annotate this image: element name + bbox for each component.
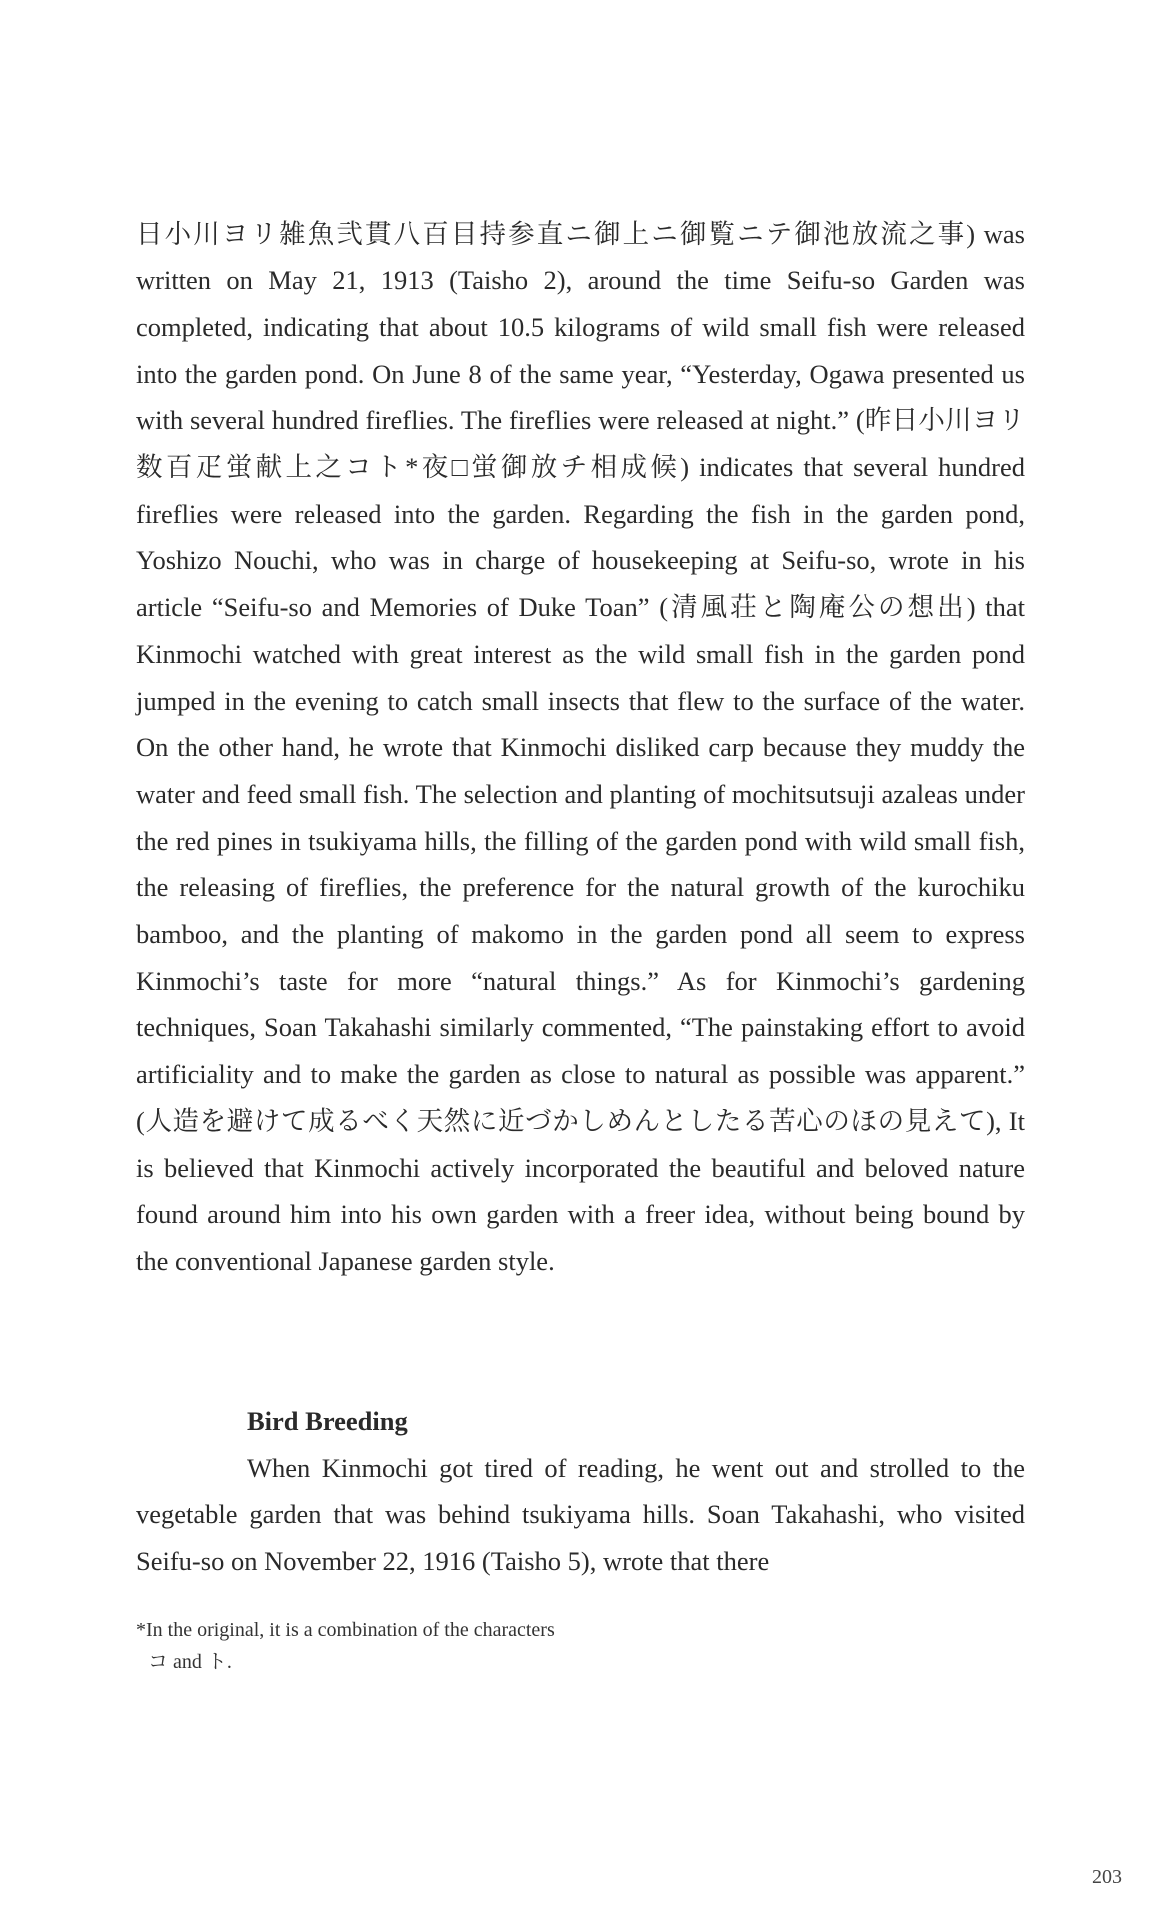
section-heading: Bird Breeding xyxy=(247,1406,408,1436)
page-number: 203 xyxy=(1092,1866,1122,1888)
footnote-line-1: *In the original, it is a combination of the characters xyxy=(136,1619,555,1641)
section-paragraph: When Kinmochi got tired of reading, he went out and strolled to the vegetable garden that was behind tsukiyama hills. Soan Takahashi, who visited Seifu-so on November 22, 1916 (Taisho 5), wrote that there xyxy=(136,1452,1025,1577)
bird-breeding-section xyxy=(136,1398,1025,1585)
body-paragraph: 日小川ヨリ雑魚弐貫八百目持参直ニ御上ニ御覧ニテ御池放流之事) was written on May 21, 1913 (Taisho 2), around the time Seifu-so Garden was completed, indicating that about 10.5 kilograms of wild small fish were released into the garden pond. On June 8 of the same year, “Yesterday, Ogawa presented us with several hundred fireflies. The fireflies were released at night.” (昨日小川ヨリ数百疋蛍献上之コト*夜□蛍御放チ相成候) indicates that several hundred fireflies were released into the garden. Regarding the fish in the garden pond, Yoshizo Nouchi, who was in charge of housekeeping at Seifu-so, wrote in his article “Seifu-so and Memories of Duke Toan” (清風荘と陶庵公の想出) that Kinmochi watched with great interest as the wild small fish in the garden pond jumped in the evening to catch small insects that flew to the surface of the water. On the other hand, he wrote that Kinmochi disliked carp because they muddy the water and feed small fish. The selection and planting of mochitsutsuji azaleas under the red pines in tsukiyama hills, the filling of the garden pond with wild small fish, the releasing of fireflies, the preference for the natural growth of the kurochiku bamboo, and the planting of makomo in the garden pond all seem to express Kinmochi’s taste for more “natural things.” As for Kinmochi’s gardening techniques, Soan Takahashi similarly commented, “The painstaking effort to avoid artificiality and to make the garden as close to natural as possible was apparent.” (人造を避けて成るべく天然に近づかしめんとしたる苦心のほの見えて), It is believed that Kinmochi actively incorporated the beautiful and beloved nature found around him into his own garden with a freer idea, without being bound by the conventional Japanese garden style. xyxy=(136,218,1025,1276)
footnote-line-2: コ and ト. xyxy=(148,1651,232,1673)
footnote xyxy=(136,1614,736,1678)
